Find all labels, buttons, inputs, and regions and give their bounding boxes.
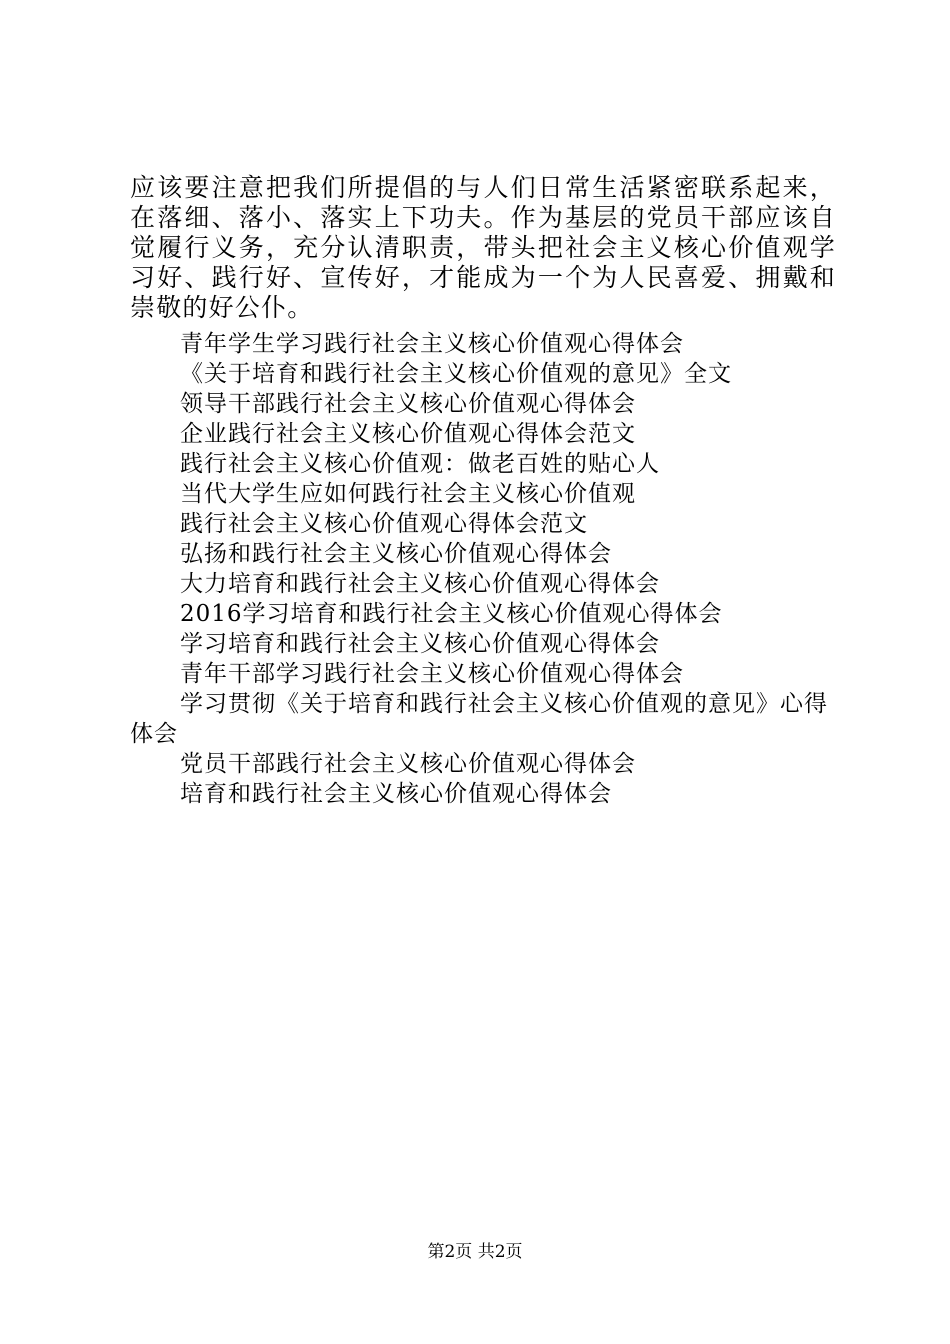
list-item[interactable]: 当代大学生应如何践行社会主义核心价值观	[180, 481, 636, 507]
list-item[interactable]: 大力培育和践行社会主义核心价值观心得体会	[180, 571, 660, 597]
page-footer: 第2页 共2页	[427, 1242, 523, 1262]
list-item[interactable]: 《关于培育和践行社会主义核心价值观的意见》全文	[180, 361, 732, 387]
list-item[interactable]: 企业践行社会主义核心价值观心得体会范文	[180, 421, 636, 447]
body-paragraph: 应该要注意把我们所提倡的与人们日常生活紧密联系起来，在落细、落小、落实上下功夫。作为基层的党员干部应该自觉履行义务，充分认清职责，带头把社会主义核心价值观学习好、践行好、宣传好，才能成为一个为人民喜爱、拥戴和崇敬的好公仆。	[130, 173, 836, 322]
list-item[interactable]: 践行社会主义核心价值观心得体会范文	[180, 511, 588, 537]
related-articles-list	[130, 329, 836, 809]
list-item[interactable]: 领导干部践行社会主义核心价值观心得体会	[180, 391, 636, 417]
list-item[interactable]: 践行社会主义核心价值观：做老百姓的贴心人	[180, 451, 660, 477]
list-item[interactable]: 2016学习培育和践行社会主义核心价值观心得体会	[180, 601, 723, 627]
list-item[interactable]: 青年学生学习践行社会主义核心价值观心得体会	[180, 331, 684, 357]
list-item[interactable]: 青年干部学习践行社会主义核心价值观心得体会	[180, 661, 684, 687]
list-item[interactable]: 培育和践行社会主义核心价值观心得体会	[180, 781, 612, 807]
list-item[interactable]: 弘扬和践行社会主义核心价值观心得体会	[180, 541, 612, 567]
list-item[interactable]: 学习培育和践行社会主义核心价值观心得体会	[180, 631, 660, 657]
list-item[interactable]: 学习贯彻《关于培育和践行社会主义核心价值观的意见》心得体会	[130, 691, 828, 747]
list-item[interactable]: 党员干部践行社会主义核心价值观心得体会	[180, 751, 636, 777]
